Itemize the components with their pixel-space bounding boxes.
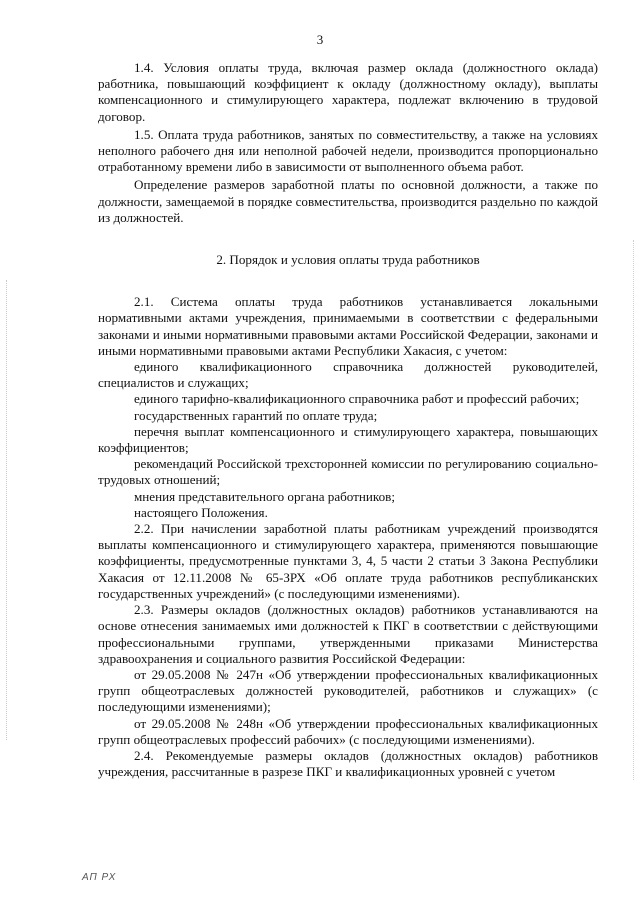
archive-stamp-mark: АП РХ (82, 872, 117, 883)
order-247n: от 29.05.2008 № 247н «Об утверждении профессиональных квалификационных групп общеотраслевых должностей руководителей, работников и служащих» (с последующими изменениями); (98, 666, 598, 715)
order-248n: от 29.05.2008 № 248н «Об утверждении профессиональных квалификационных групп общеотраслевых профессий рабочих» (с последующими изменениями). (98, 715, 598, 747)
section-heading: 2. Порядок и условия оплаты труда работников (216, 252, 480, 268)
paragraph-2-2: 2.2. При начислении заработной платы работникам учреждений производятся выплаты компенсационного и стимулирующего характера, применяются повышающие коэффициенты, предусмотренные пунктами 3, 4, 5 части 2 статьи 3 Закона Республики Хакасия от 12.11.2008 № 65-ЗРХ «Об оплате труда работников республиканских государственных учреждений» (с последующими изменениями). (98, 521, 598, 601)
paragraph-2-3: 2.3. Размеры окладов (должностных окладов) работников устанавливаются на основе отнесения занимаемых ими должностей к ПКГ в соответствии с действующими профессиональными группами, утвержденными приказами Министерства здравоохранения и социального развития Российской Федерации: (98, 602, 598, 666)
scan-margin-left (6, 280, 9, 740)
list-item-representative-opinion: мнения представительного органа работников; (134, 488, 395, 504)
list-item-this-regulation: настоящего Положения. (134, 504, 268, 520)
list-item-state-guarantees: государственных гарантий по оплате труда; (134, 407, 378, 423)
list-item-qualification-handbook: единого квалификационного справочника должностей руководителей, специалистов и служащих; (98, 359, 598, 391)
paragraph-salary-definition: Определение размеров заработной платы по основной должности, а также по должности, замещаемой в порядке совместительства, производится раздельно по каждой из должностей. (98, 177, 598, 225)
list-item-payments-list: перечня выплат компенсационного и стимулирующего характера, повышающих коэффициентов; (98, 423, 598, 456)
paragraph-1-4: 1.4. Условия оплаты труда, включая размер оклада (должностного оклада) работника, повышающий коэффициент к окладу (должностному окладу), выплаты компенсационного и стимулирующего характера, подлежат включению в трудовой договор. (98, 60, 598, 124)
list-item-tariff-handbook: единого тарифно-квалификационного справочника работ и профессий рабочих; (134, 391, 580, 407)
page-number: 3 (316, 32, 324, 47)
scan-margin-right (631, 240, 634, 780)
document-body (98, 60, 598, 780)
paragraph-2-4: 2.4. Рекомендуемые размеры окладов (должностных окладов) работников учреждения, рассчитанные в разрезе ПКГ и квалификационных уровней с учетом (98, 747, 598, 780)
paragraph-1-5: 1.5. Оплата труда работников, занятых по совместительству, а также на условиях неполного рабочего дня или неполной рабочей недели, производится пропорционально отработанному времени либо в зависимости от выполненного объема работ. (98, 126, 598, 175)
list-item-commission-recommendations: рекомендаций Российской трехсторонней комиссии по регулированию социально-трудовых отношений; (98, 456, 598, 488)
paragraph-2-1: 2.1. Система оплаты труда работников устанавливается локальными нормативными актами учреждения, принимаемыми в соответствии с федеральными законами и иными нормативными правовыми актами Российской Федерации, законами и иными нормативными правовыми актами Республики Хакасия, с учетом: (98, 294, 598, 358)
